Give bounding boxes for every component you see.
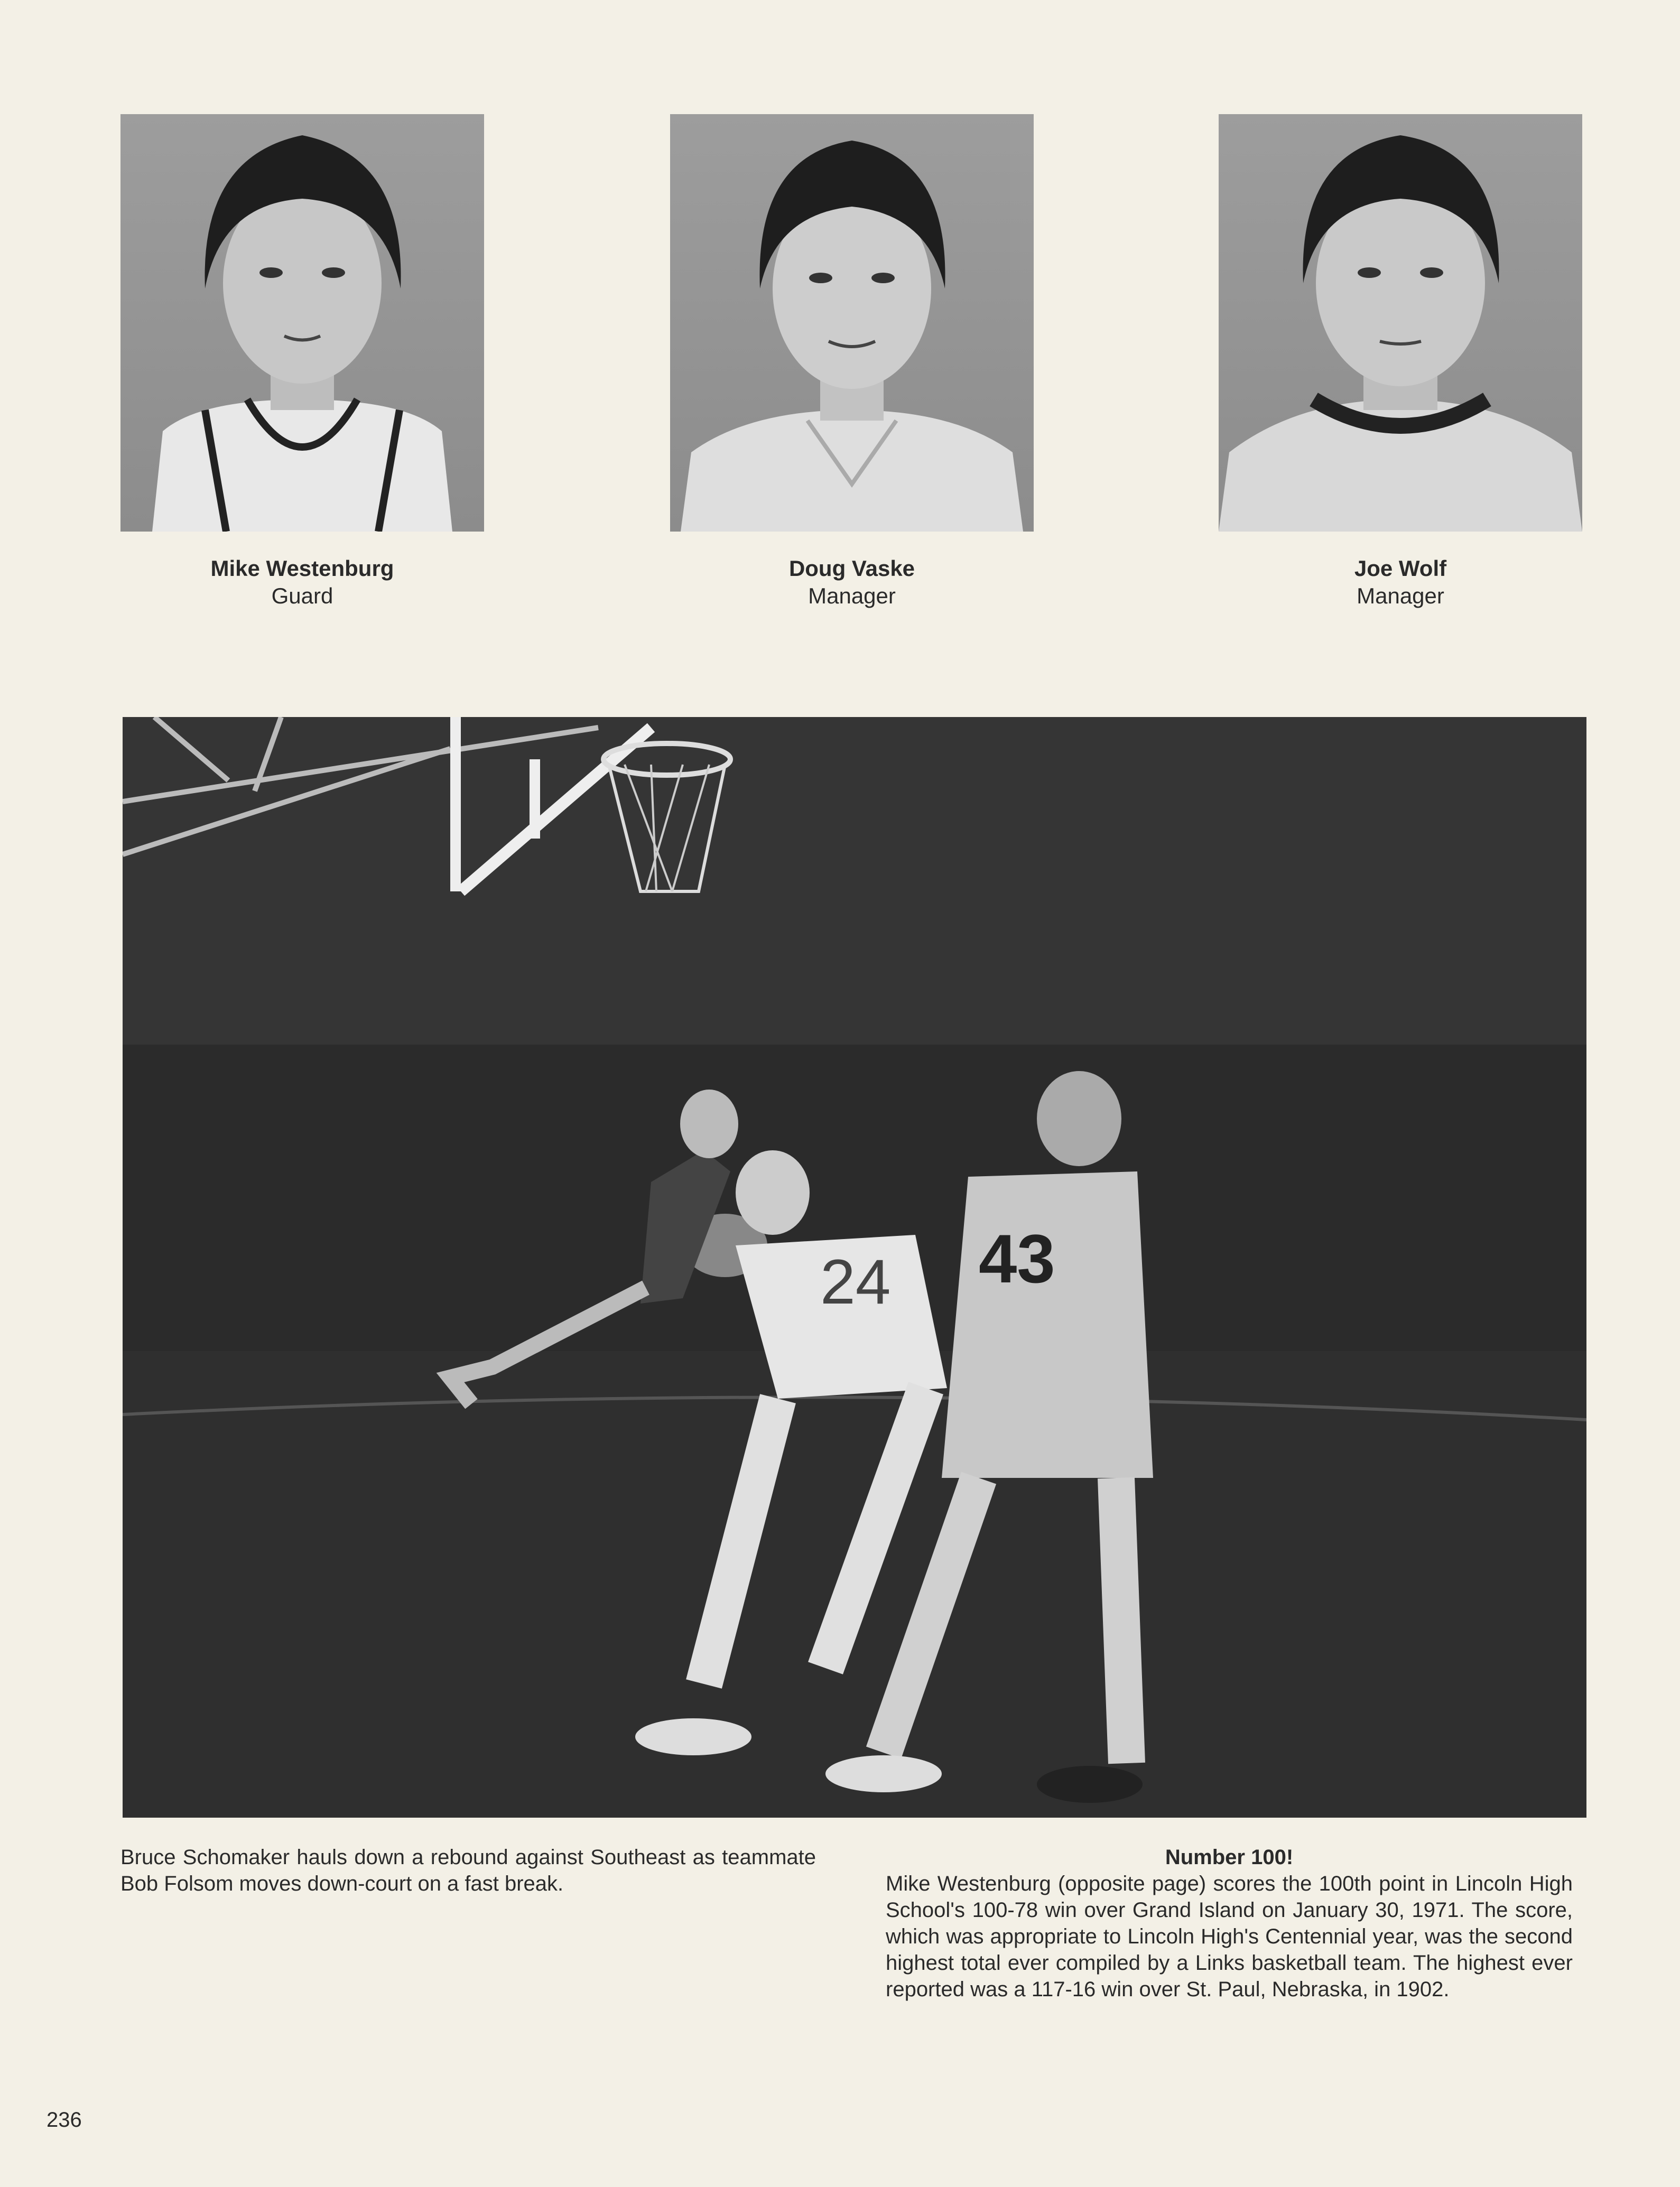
portrait-figure <box>1219 114 1582 532</box>
player-role: Manager <box>1357 583 1444 608</box>
jersey-number-24: 24 <box>820 1246 891 1317</box>
portrait-photo-doug-vaske <box>670 114 1034 532</box>
jersey-number-43: 43 <box>979 1220 1055 1297</box>
portrait-caption <box>1215 555 1585 610</box>
photo-caption-left: Bruce Schomaker hauls down a rebound against Southeast as teammate Bob Folsom moves down-court on a fast break. <box>120 1846 816 1895</box>
basketball-scene <box>123 717 1586 1818</box>
portrait-caption <box>667 555 1037 610</box>
portrait-photo-mike-westenburg <box>120 114 484 532</box>
player-name: Joe Wolf <box>1354 556 1447 581</box>
portrait-photo-joe-wolf <box>1219 114 1582 532</box>
page-number: 236 <box>47 2108 82 2132</box>
portrait-figure <box>120 114 484 532</box>
player-name: Mike Westenburg <box>210 556 394 581</box>
photo-caption-right <box>886 1844 1573 2003</box>
basketball-action-photo <box>123 717 1586 1818</box>
player-role: Manager <box>808 583 896 608</box>
caption-title: Number 100! <box>1165 1846 1294 1869</box>
portrait-figure <box>670 114 1034 532</box>
portrait-caption <box>117 555 487 610</box>
player-name: Doug Vaske <box>788 556 915 581</box>
player-role: Guard <box>271 583 333 608</box>
caption-body: Mike Westenburg (opposite page) scores the 100th point in Lincoln High School's 100-78 win over Grand Island on January 30, 1971. The score, which was appropriate to Lincoln High's Centennial year, was the second highest total ever compiled by a Links basketball team. The highest ever reported was a 117-16 win over St. Paul, Nebraska, in 1902. <box>886 1872 1573 2001</box>
